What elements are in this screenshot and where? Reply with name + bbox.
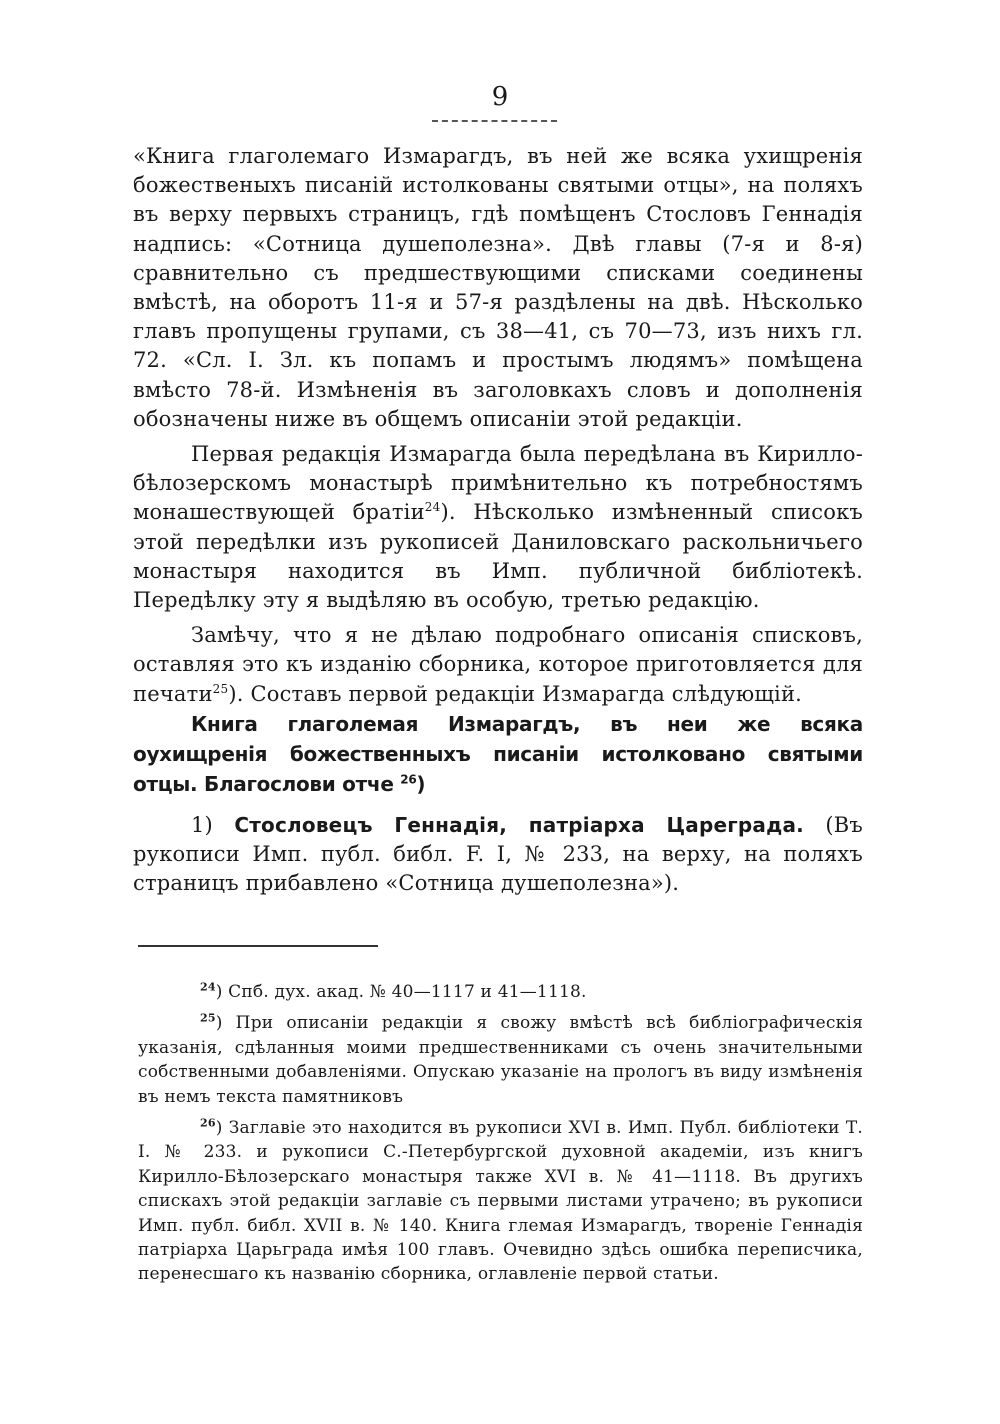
paragraph-2 bbox=[133, 440, 863, 615]
paragraph-1: «Книга глаголемаго Измарагдъ, въ ней же всяка ухищренія божественыхъ писаній истолкованы святыми отцы», на поляхъ въ верху первыхъ страницъ, гдѣ помѣщенъ Стословъ Геннадія надпись: «Сотница душеполезна». Двѣ главы (7-я и 8-я) сравнительно съ предшествующими списками соединены вмѣстѣ, на оборотъ 11-я и 57-я раздѣлены на двѣ. Нѣсколько главъ пропущены групами, съ 38—41, съ 70—73, изъ нихъ гл. 72. «Сл. I. Зл. къ попамъ и простымъ людямъ» помѣщена вмѣсто 78-й. Измѣненія въ заголовкахъ словъ и дополненія обозначены ниже въ общемъ описаніи этой редакціи. bbox=[133, 144, 863, 431]
item-1-number: 1) bbox=[191, 812, 213, 837]
footnote-ref-26: 26 bbox=[400, 772, 417, 787]
footnote-26-text: ) Заглавіе это находится въ рукописи XVI в. Имп. Публ. библіотеки Т. I. № 233. и рукописи С.-Петербургской духовной академіи, изъ книгъ Кирилло-Бѣлозерскаго монастыря также XVI в. № 41—1118. Въ другихъ спискахъ этой редакціи заглавіе съ первыми листами утрачено; въ рукописи Имп. публ. библ. XVII в. № 140. Книга глемая Измарагдъ, твореніе Геннадія патріарха Царьграда имѣя 100 главъ. Очевидно здѣсь ошибка переписчика, перенесшаго къ названію сборника, оглавленіе первой статьи. bbox=[138, 1118, 863, 1285]
paragraph-3-text-start: Замѣчу, что я не дѣлаю подробнаго описанія списковъ, оставляя это къ изданію сборника, которое приготовляется для печати bbox=[133, 623, 863, 706]
manuscript-title-close: ) bbox=[416, 771, 426, 796]
paragraph-3-text-end: ). Составъ первой редакціи Измарагда слѣдующій. bbox=[228, 681, 803, 706]
footnote-ref-25: 25 bbox=[212, 681, 229, 696]
footnote-25 bbox=[138, 1011, 863, 1109]
manuscript-title bbox=[133, 709, 863, 799]
paragraph-2-text-start: Первая редакція Измарагда была передѣлана въ Кирилло-бѣлозерскомъ монастырѣ примѣнительно къ потребностямъ монашествующей братіи bbox=[133, 442, 863, 525]
paragraph-3 bbox=[133, 621, 863, 709]
item-1 bbox=[133, 811, 863, 899]
footnote-25-text: ) При описаніи редакціи я свожу вмѣстѣ всѣ библіографическія указанія, сдѣланныя моими предшественниками съ очень значительными собственными добавленіями. Опускаю указаніе на прологъ въ виду измѣненія въ немъ текста памятниковъ bbox=[138, 1013, 863, 1107]
footnote-24-mark: 24 bbox=[200, 980, 216, 994]
header-rule bbox=[432, 120, 557, 122]
manuscript-title-text: Книга глаголемая Измарагдъ, въ неи же всяка оухищренія божественныхъ писаніи истолковано святыми отцы. Благослови отче bbox=[133, 711, 863, 796]
footnote-ref-24: 24 bbox=[424, 500, 441, 515]
footnote-rule bbox=[138, 945, 378, 947]
footnote-25-mark: 25 bbox=[200, 1011, 216, 1025]
main-text bbox=[133, 142, 863, 898]
footnote-26 bbox=[138, 1116, 863, 1287]
page-number: 9 bbox=[491, 82, 509, 112]
footnotes bbox=[138, 980, 863, 1287]
item-1-description: (Въ рукописи Имп. публ. библ. F. I, № 233, на верху, на поляхъ страницъ прибавлено «Сотница душеполезна»). bbox=[133, 812, 863, 896]
paragraph-2-text-end: ). Нѣсколько измѣненный списокъ этой передѣлки изъ рукописей Даниловскаго раскольничьего монастыря находится въ Имп. публичной библіотекѣ. Передѣлку эту я выдѣляю въ особую, третью редакцію. bbox=[133, 500, 863, 613]
footnote-24-text: ) Спб. дух. акад. № 40—1117 и 41—1118. bbox=[215, 982, 587, 1002]
item-1-heading: Стословецъ Геннадія, патріарха Цареграда. bbox=[234, 812, 804, 837]
footnote-24 bbox=[138, 980, 863, 1004]
footnote-26-mark: 26 bbox=[200, 1116, 216, 1130]
